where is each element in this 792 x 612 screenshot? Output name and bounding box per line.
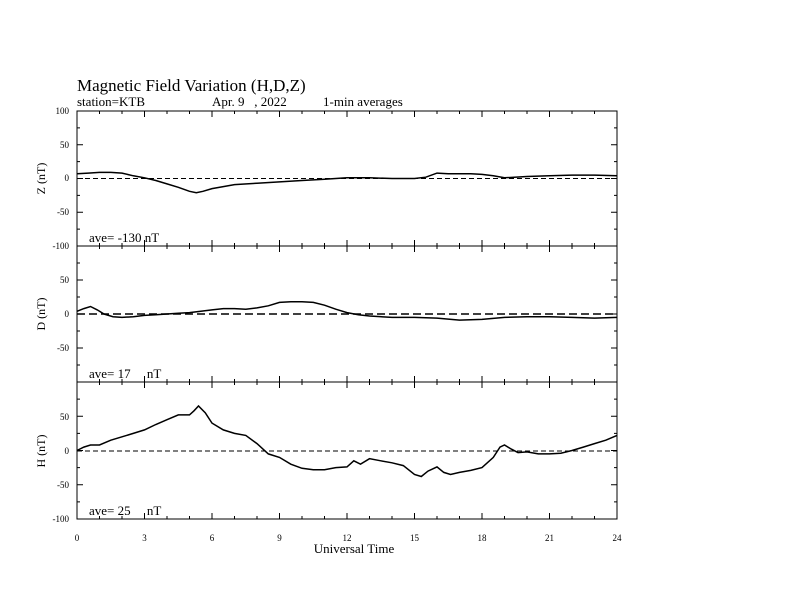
- panel-z-average: ave= -130 nT: [89, 230, 160, 245]
- panel-z-y-axis-label: Z (nT): [34, 162, 48, 195]
- panel-h-series: [77, 406, 617, 477]
- panel-h-ytick-label: 50: [60, 412, 69, 422]
- panel-d-ytick-label: 50: [60, 275, 69, 285]
- averaging-label: 1-min averages: [323, 94, 403, 109]
- panel-d-series: [77, 302, 617, 320]
- panel-d: [34, 246, 617, 382]
- x-axis: [75, 533, 622, 556]
- date-label: Apr. 9 , 2022: [212, 94, 287, 109]
- station-label: station=KTB: [77, 94, 145, 109]
- panel-z-ytick-label: 0: [64, 173, 69, 183]
- x-tick-label: 12: [342, 533, 352, 543]
- panel-h-y-axis-label: H (nT): [34, 434, 48, 468]
- panel-z-ytick-label: 100: [55, 106, 69, 116]
- x-tick-label: 21: [545, 533, 554, 543]
- chart-title: Magnetic Field Variation (H,D,Z): [77, 76, 306, 95]
- panel-z-series: [77, 172, 617, 192]
- panel-d-ytick-label: 0: [64, 309, 69, 319]
- panel-d-average: ave= 17 nT: [89, 366, 162, 381]
- x-tick-label: 18: [477, 533, 487, 543]
- panel-h-ytick-label: -50: [57, 480, 69, 490]
- panel-h-ytick-label: -100: [52, 514, 69, 524]
- x-tick-label: 15: [410, 533, 419, 543]
- x-axis-label: Universal Time: [313, 541, 395, 556]
- panel-z-ytick-label: -50: [57, 207, 69, 217]
- x-tick-label: 24: [612, 533, 622, 543]
- panel-h-average: ave= 25 nT: [89, 503, 162, 518]
- panel-z-ytick-label: -100: [52, 241, 69, 251]
- panel-z-ytick-label: 50: [60, 140, 69, 150]
- panel-z: [34, 106, 617, 251]
- x-tick-label: 0: [74, 533, 80, 543]
- panel-d-y-axis-label: D (nT): [34, 297, 48, 331]
- panel-d-ytick-label: -50: [57, 343, 69, 353]
- x-tick-label: 9: [277, 533, 282, 543]
- panel-h-ytick-label: 0: [64, 446, 69, 456]
- panel-h: [34, 382, 617, 524]
- x-tick-label: 3: [142, 533, 147, 543]
- x-tick-label: 6: [209, 533, 215, 543]
